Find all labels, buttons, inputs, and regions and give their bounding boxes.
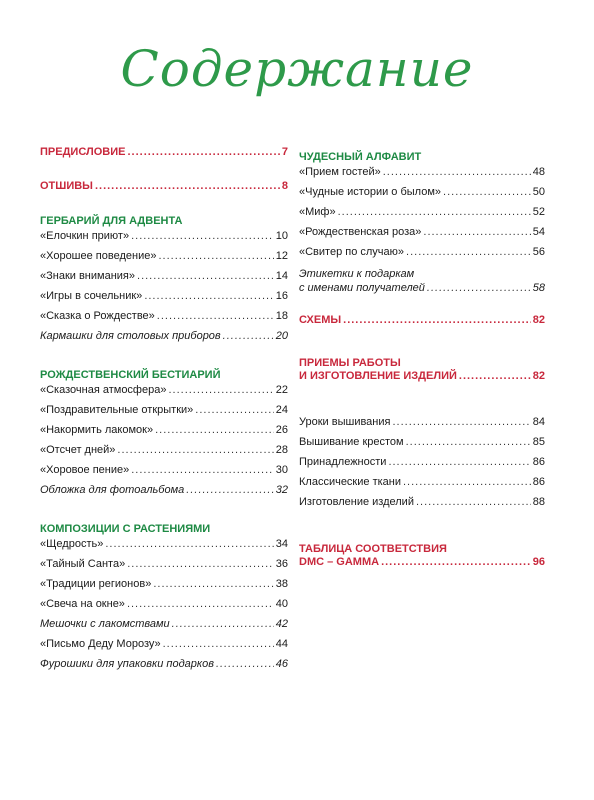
toc-entry-label: «Свитер по случаю»	[299, 246, 405, 258]
toc-entry-page: 8	[281, 180, 288, 192]
toc-entry-label: СХЕМЫ	[299, 314, 342, 326]
toc-entry-label: «Отсчет дней»	[40, 444, 116, 456]
dot-leader	[127, 598, 274, 610]
toc-entry-page: 46	[275, 658, 288, 670]
dot-leader	[105, 538, 273, 550]
toc-entry-line2	[299, 556, 545, 572]
page-title: Содержание	[120, 40, 474, 98]
dot-leader	[338, 206, 531, 218]
section-list	[40, 230, 288, 350]
section-list	[40, 538, 288, 678]
toc-entry-page: 24	[275, 404, 288, 416]
toc-entry-label: «Знаки внимания»	[40, 270, 136, 282]
section-list	[40, 384, 288, 504]
toc-entry-label: Изготовление изделий	[299, 496, 414, 508]
toc-entry-page: 85	[532, 436, 545, 448]
dot-leader	[423, 226, 530, 238]
toc-entry-label-line1: Этикетки к подаркам	[299, 268, 415, 280]
toc-entry-label: «Свеча на окне»	[40, 598, 125, 610]
toc-entry[interactable]	[40, 250, 288, 270]
dot-leader	[403, 476, 531, 488]
toc-entry-label: «Письмо Деду Морозу»	[40, 638, 161, 650]
dot-leader	[406, 246, 531, 258]
dot-leader	[195, 404, 273, 416]
toc-entry-label: «Елочкин приют»	[40, 230, 130, 242]
toc-entry-preface[interactable]	[40, 146, 288, 166]
toc-entry-label: Принадлежности	[299, 456, 387, 468]
section-list	[299, 166, 545, 300]
toc-entry-page: 18	[275, 310, 288, 322]
toc-entry-label: «Поздравительные открытки»	[40, 404, 194, 416]
dot-leader	[155, 424, 274, 436]
dot-leader	[216, 658, 274, 670]
toc-entry-label: «Накормить лакомок»	[40, 424, 154, 436]
toc-entry-label: Вышивание крестом	[299, 436, 404, 448]
toc-entry-label: «Щедрость»	[40, 538, 104, 550]
toc-entry-label: «Чудные истории о былом»	[299, 186, 442, 198]
toc-left-column	[40, 146, 288, 678]
dot-leader	[158, 250, 273, 262]
toc-entry-page: 86	[532, 476, 545, 488]
toc-entry-page: 88	[532, 496, 545, 508]
toc-entry[interactable]	[40, 424, 288, 444]
toc-entry[interactable]	[299, 166, 545, 186]
toc-entry[interactable]	[40, 638, 288, 658]
toc-entry-page: 36	[275, 558, 288, 570]
dot-leader	[163, 638, 274, 650]
dot-leader	[153, 578, 273, 590]
toc-entry-label: ПРЕДИСЛОВИЕ	[40, 146, 126, 158]
toc-entry-label: Обложка для фотоальбома	[40, 484, 185, 496]
section-heading: ЧУДЕСНЫЙ АЛФАВИТ	[299, 151, 422, 163]
dot-leader	[383, 166, 531, 178]
toc-entry-label: Уроки вышивания	[299, 416, 391, 428]
toc-entry-page: 32	[275, 484, 288, 496]
toc-entry-label: Фурошики для упаковки подарков	[40, 658, 214, 670]
dot-leader	[427, 282, 531, 294]
toc-entry-page: 16	[275, 290, 288, 302]
toc-entry[interactable]	[40, 230, 288, 250]
dot-leader	[172, 618, 274, 630]
section-heading: РОЖДЕСТВЕНСКИЙ БЕСТИАРИЙ	[40, 369, 221, 381]
dot-leader	[223, 330, 274, 342]
toc-entry-page: 28	[275, 444, 288, 456]
toc-entry-page: 14	[275, 270, 288, 282]
dot-leader	[381, 556, 531, 568]
section-list	[299, 416, 545, 516]
toc-entry-page: 26	[275, 424, 288, 436]
toc-entry-page: 40	[275, 598, 288, 610]
toc-entry[interactable]	[40, 464, 288, 484]
toc-entry[interactable]	[40, 330, 288, 350]
toc-entry-page: 12	[275, 250, 288, 262]
toc-entry-label-line1: ТАБЛИЦА СООТВЕТСТВИЯ	[299, 543, 447, 555]
toc-entry-page: 20	[275, 330, 288, 342]
dot-leader	[137, 270, 274, 282]
section-heading: КОМПОЗИЦИИ С РАСТЕНИЯМИ	[40, 523, 211, 535]
toc-entry[interactable]	[299, 246, 545, 266]
toc-entry-table[interactable]	[299, 542, 545, 572]
toc-entry-page: 82	[532, 370, 545, 382]
toc-entry-label: «Тайный Санта»	[40, 558, 126, 570]
toc-entry[interactable]	[299, 206, 545, 226]
toc-entry-page: 58	[532, 282, 545, 294]
toc-entry-label: «Хоровое пение»	[40, 464, 130, 476]
toc-entry-label-line2: И ИЗГОТОВЛЕНИЕ ИЗДЕЛИЙ	[299, 370, 457, 382]
toc-entry-page: 52	[532, 206, 545, 218]
toc-entry-page: 38	[275, 578, 288, 590]
toc-entry-label: Классические ткани	[299, 476, 401, 488]
dot-leader	[157, 310, 274, 322]
dot-leader	[443, 186, 531, 198]
dot-leader	[127, 146, 279, 158]
dot-leader	[392, 416, 530, 428]
dot-leader	[388, 456, 530, 468]
toc-entry-label-line2: DMC – GAMMA	[299, 556, 380, 568]
toc-entry[interactable]	[40, 484, 288, 504]
toc-entry-page: 10	[275, 230, 288, 242]
toc-entry-page: 96	[532, 556, 545, 568]
toc-entry-label: «Рождественская роза»	[299, 226, 422, 238]
toc-entry-label: «Традиции регионов»	[40, 578, 152, 590]
toc-entry[interactable]	[299, 226, 545, 246]
toc-entry-page: 34	[275, 538, 288, 550]
toc-entry-label: «Хорошее поведение»	[40, 250, 157, 262]
toc-entry[interactable]	[40, 578, 288, 598]
toc-entry-schemes[interactable]	[299, 314, 545, 334]
toc-entry[interactable]	[40, 290, 288, 310]
toc-entry[interactable]	[299, 456, 545, 476]
toc-right-column	[299, 146, 545, 572]
toc-entry-reviews[interactable]	[40, 180, 288, 200]
toc-entry-page: 42	[275, 618, 288, 630]
toc-entry-label-line2: с именами получателей	[299, 282, 425, 294]
toc-entry[interactable]	[40, 444, 288, 464]
toc-entry[interactable]	[299, 186, 545, 206]
dot-leader	[406, 436, 531, 448]
dot-leader	[95, 180, 280, 192]
dot-leader	[459, 370, 531, 382]
section-heading: ГЕРБАРИЙ ДЛЯ АДВЕНТА	[40, 215, 183, 227]
toc-entry-label: «Миф»	[299, 206, 336, 218]
toc-entry-label-line1: ПРИЕМЫ РАБОТЫ	[299, 357, 401, 369]
dot-leader	[168, 384, 273, 396]
toc-entry[interactable]	[40, 658, 288, 678]
toc-entry-line2	[299, 282, 545, 300]
toc-entry-label: «Игры в сочельник»	[40, 290, 143, 302]
toc-entry-page: 7	[281, 146, 288, 158]
dot-leader	[343, 314, 531, 326]
dot-leader	[144, 290, 273, 302]
dot-leader	[117, 444, 273, 456]
dot-leader	[127, 558, 274, 570]
toc-entry[interactable]	[40, 558, 288, 578]
toc-entry-page: 50	[532, 186, 545, 198]
toc-entry[interactable]	[299, 416, 545, 436]
toc-entry-label: «Сказочная атмосфера»	[40, 384, 167, 396]
toc-entry-label: «Сказка о Рождестве»	[40, 310, 155, 322]
toc-entry-label: «Прием гостей»	[299, 166, 381, 178]
toc-entry-page: 54	[532, 226, 545, 238]
toc-entry[interactable]	[299, 476, 545, 496]
toc-entry[interactable]	[40, 538, 288, 558]
toc-entry[interactable]	[40, 618, 288, 638]
toc-entry-page: 44	[275, 638, 288, 650]
dot-leader	[186, 484, 273, 496]
toc-entry[interactable]	[40, 598, 288, 618]
toc-entry[interactable]	[40, 310, 288, 330]
toc-entry-label: Мешочки с лакомствами	[40, 618, 170, 630]
toc-entry-page: 86	[532, 456, 545, 468]
toc-entry[interactable]	[40, 404, 288, 424]
toc-entry-line2	[299, 370, 545, 386]
dot-leader	[131, 230, 274, 242]
toc-entry-page: 48	[532, 166, 545, 178]
dot-leader	[131, 464, 274, 476]
toc-entry[interactable]	[299, 496, 545, 516]
toc-entry-page: 84	[532, 416, 545, 428]
toc-entry-label: ОТШИВЫ	[40, 180, 93, 192]
toc-entry[interactable]	[40, 384, 288, 404]
toc-entry-page: 56	[532, 246, 545, 258]
toc-entry-page: 30	[275, 464, 288, 476]
toc-entry-techniques[interactable]	[299, 356, 545, 386]
toc-entry-label: Кармашки для столовых приборов	[40, 330, 221, 342]
toc-entry-gift-tags[interactable]	[299, 266, 545, 300]
toc-entry[interactable]	[299, 436, 545, 456]
toc-entry-page: 82	[532, 314, 545, 326]
toc-entry[interactable]	[40, 270, 288, 290]
toc-entry-page: 22	[275, 384, 288, 396]
dot-leader	[416, 496, 531, 508]
